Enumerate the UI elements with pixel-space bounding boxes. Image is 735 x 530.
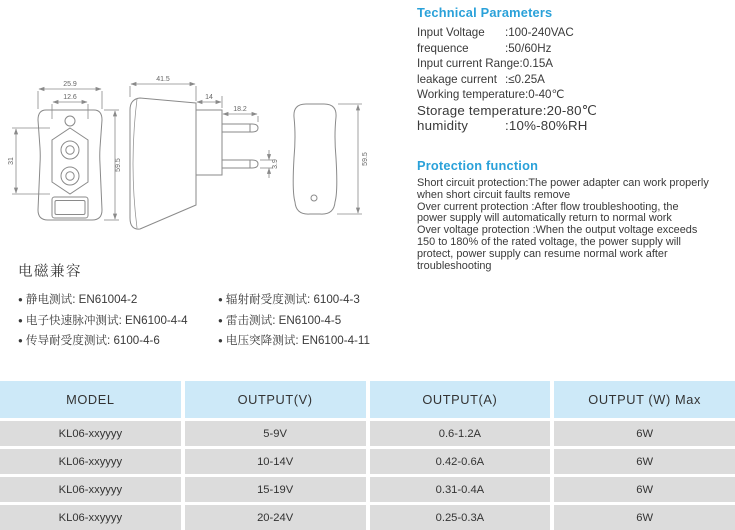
emc-column-left	[18, 290, 218, 352]
emc-test-label: 电子快速脉冲测试: EN6100-4-4	[25, 313, 188, 327]
protection-function-title: Protection function	[417, 158, 539, 173]
table-header-cell: OUTPUT (W) Max	[554, 381, 735, 418]
spec-line	[417, 72, 732, 88]
technical-parameters-list	[417, 25, 732, 134]
emc-test-item	[218, 331, 370, 352]
protection-text-line: protect, power supply can resume normal work after	[417, 247, 668, 260]
emc-test-label: 雷击测试: EN6100-4-5	[225, 313, 342, 327]
protection-text-line: Short circuit protection:The power adapter can work properly	[417, 177, 709, 189]
bullet-icon: ●	[218, 315, 223, 325]
emc-test-item	[218, 311, 370, 332]
spec-label: frequence	[417, 41, 469, 55]
table-cell: 6W	[554, 449, 735, 474]
emc-test-label: 电压突降测试: EN6100-4-11	[225, 334, 370, 347]
table-cell: KL06-xxyyyy	[0, 421, 181, 446]
emc-test-item	[18, 311, 218, 332]
spec-label: Input current Range	[417, 57, 520, 70]
spec-value: :≤0.25A	[505, 72, 545, 86]
dim-side-depth: 41.5	[156, 76, 170, 83]
table-cell: KL06-xxyyyy	[0, 505, 181, 530]
table-cell: 6W	[554, 477, 735, 502]
protection-text-line: when short circuit faults remove	[417, 188, 571, 201]
spec-value: :0-40℃	[525, 88, 565, 101]
table-cell: 0.25-0.3A	[370, 505, 551, 530]
table-cell: 20-24V	[185, 505, 366, 530]
dim-front-width-outer: 25.9	[63, 81, 77, 88]
spec-label: Input Voltage	[417, 26, 485, 39]
table-cell: KL06-xxyyyy	[0, 477, 181, 502]
table-cell: 0.42-0.6A	[370, 449, 551, 474]
table-cell: 6W	[554, 421, 735, 446]
emc-test-label: 静电测试: EN61004-2	[25, 293, 138, 306]
dim-front-width-inner: 12.6	[63, 94, 77, 101]
bullet-icon: ●	[18, 295, 23, 304]
bullet-icon: ●	[18, 315, 23, 325]
protection-text-line: Over voltage protection :When the output voltage exceeds	[417, 224, 698, 237]
spec-label: humidity	[417, 118, 469, 133]
spec-value: :10%-80%RH	[505, 118, 588, 133]
spec-line	[417, 87, 732, 103]
spec-label: leakage current	[417, 72, 497, 86]
table-header-cell: MODEL	[0, 381, 181, 418]
spec-value: :50/60Hz	[505, 41, 552, 55]
table-cell: 6W	[554, 505, 735, 530]
dim-side-pin-thickness: 3.9	[272, 159, 279, 169]
side-view-drawing	[124, 72, 282, 240]
dim-side-neck: 14	[205, 94, 213, 101]
spec-value: :0.15A	[519, 57, 554, 70]
protection-function-section	[417, 158, 735, 272]
spec-value: :100-240VAC	[505, 26, 574, 39]
table-cell: 10-14V	[185, 449, 366, 474]
technical-parameters-section	[417, 5, 732, 134]
protection-text-line: Over current protection :After flow troubleshooting, the	[417, 200, 679, 213]
emc-test-item	[18, 331, 218, 352]
dim-front-height-overall: 59.5	[115, 158, 122, 172]
table-cell: 15-19V	[185, 477, 366, 502]
spec-label: Storage temperature	[417, 102, 543, 118]
technical-parameters-title: Technical Parameters	[417, 5, 553, 20]
protection-text-line: 150 to 180% of the rated voltage, the power supply will	[417, 235, 681, 248]
protection-function-text	[417, 178, 735, 272]
emc-title: 电磁兼容	[18, 264, 82, 280]
table-header-cell: OUTPUT(V)	[185, 381, 366, 418]
table-cell: 0.31-0.4A	[370, 477, 551, 502]
back-view-drawing	[282, 96, 374, 226]
spec-line	[417, 118, 732, 134]
spec-line	[417, 41, 732, 57]
dim-back-height: 59.5	[362, 152, 369, 166]
table-cell: 5-9V	[185, 421, 366, 446]
emc-column-right	[218, 290, 370, 352]
dim-side-pin-length: 18.2	[233, 106, 247, 113]
emc-test-label: 传导耐受度测试: 6100-4-6	[25, 334, 160, 347]
spec-line	[417, 56, 732, 72]
protection-text-line: power supply will automatically return to normal work	[417, 212, 672, 225]
dim-front-height-side: 31	[8, 157, 15, 165]
spec-value: :20-80℃	[542, 102, 597, 118]
table-cell: KL06-xxyyyy	[0, 449, 181, 474]
emc-columns	[18, 290, 370, 352]
spec-line	[417, 25, 732, 41]
bullet-icon: ●	[18, 336, 23, 345]
emc-test-label: 辐射耐受度测试: 6100-4-3	[225, 293, 360, 306]
front-view-drawing	[8, 76, 126, 232]
table-cell: 0.6-1.2A	[370, 421, 551, 446]
spec-label: Working temperature	[417, 88, 526, 101]
emc-test-item	[18, 290, 218, 311]
emc-section	[18, 260, 370, 352]
bullet-icon: ●	[218, 336, 223, 345]
protection-text-line: troubleshooting	[417, 259, 492, 272]
output-spec-table	[0, 381, 735, 530]
bullet-icon: ●	[218, 295, 223, 304]
table-header-cell: OUTPUT(A)	[370, 381, 551, 418]
spec-line	[417, 103, 732, 119]
emc-test-item	[218, 290, 370, 311]
